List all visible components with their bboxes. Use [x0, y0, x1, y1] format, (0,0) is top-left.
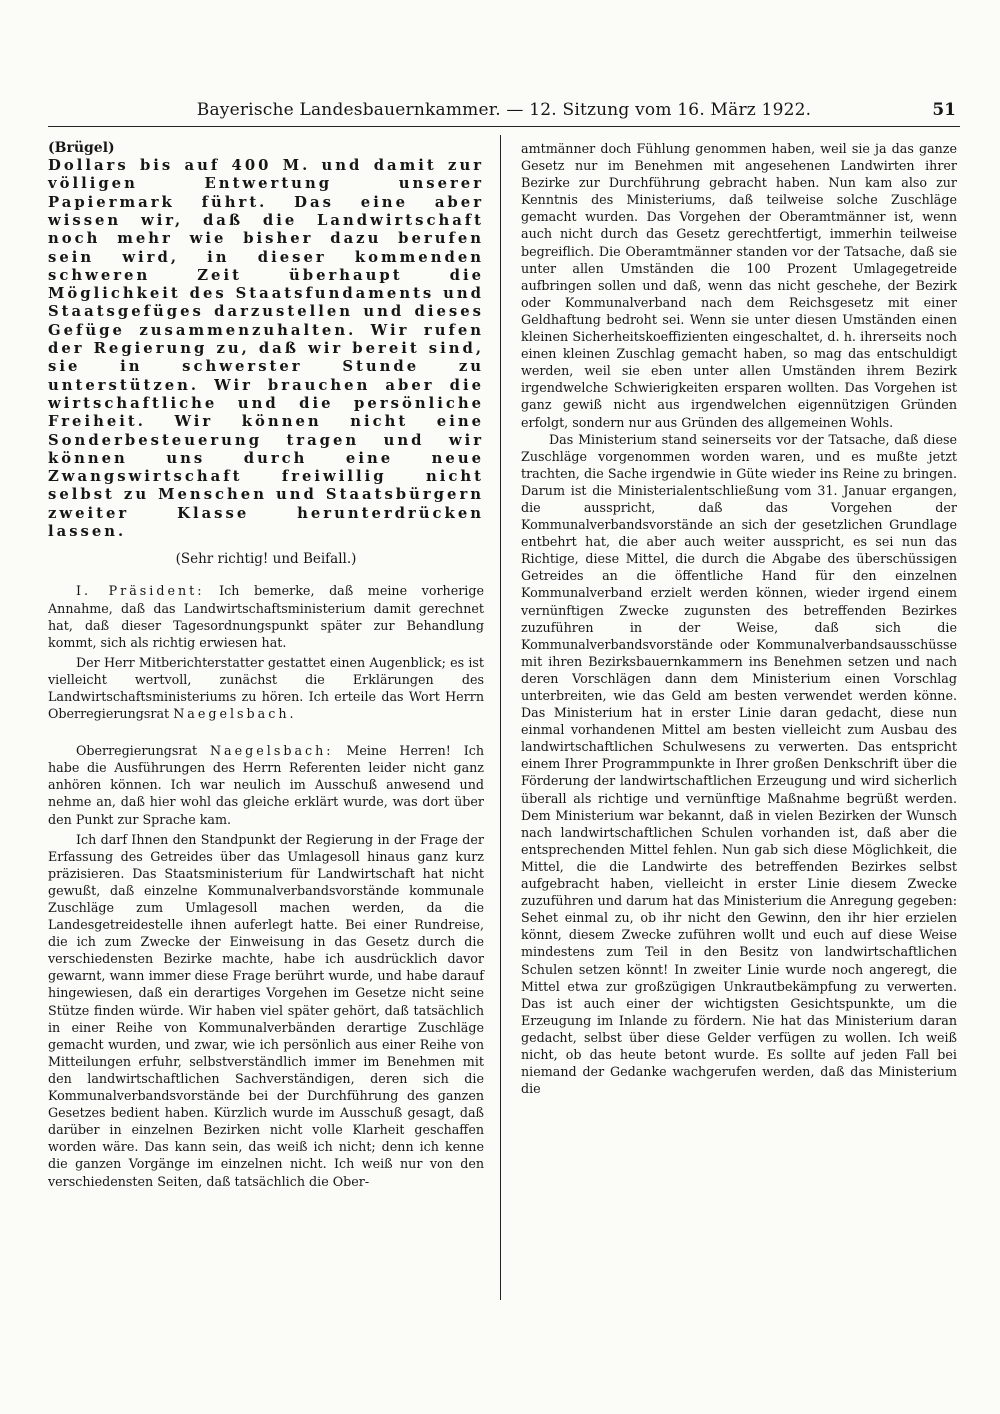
official-text: Meine Herren! Ich habe die Ausführungen des Herrn Referenten leider nicht ganz anhören können. Ich war neulich im Ausschuß anwesend und nehme an, daß hier wohl das gleiche erklärt wurde, was dort über den Punkt zur Sprache kam. [48, 743, 484, 827]
speaker-tag: (Brügel) [48, 140, 115, 156]
president-label: I. Präsident: [76, 583, 205, 599]
president-text: Ich bemerke, daß meine vorherige Annahme, daß das Landwirtschaftsministerium damit gerechnet hat, daß dieser Tagesordnungspunkt später zur Behandlung kommt, sich als richtig erwiesen hat. [48, 583, 484, 650]
president-remark-2 [48, 654, 484, 722]
official-statement-2: Ich darf Ihnen den Standpunkt der Regierung in der Frage der Erfassung des Getreides über das Umlagesoll hinaus ganz kurz präzisieren. Das Staatsministerium für Landwirtschaft hat nicht gewußt, daß einzelne Kommunalverbandsvorstände kommunale Zuschläge zum Umlagesoll machen werden, da die Landesgetreidestelle ihnen auferlegt hatte. Bei einer Rundreise, die ich zum Zwecke der Einweisung in das Gesetz durch die verschiedensten Bezirke machte, habe ich ausdrücklich davor gewarnt, wann immer diese Frage berührt wurde, und habe darauf hingewiesen, daß ein derartiges Vorgehen im Gesetze nicht seine Stütze finden würde. Wir haben viel später gehört, daß tatsächlich in einer Reihe von Kommunalverbänden derartige Zuschläge gemacht wurden, und zwar, wie ich persönlich aus einer Reihe von Mitteilungen erfuhr, selbstverständlich immer im Benehmen mit den landwirtschaftlichen Sachverständigen, deren sich die Kommunalverbandsvorstände bei der Durchführung des ganzen Gesetzes bedient haben. Kürzlich wurde im Ausschuß gesagt, daß darüber in einzelnen Bezirken nicht volle Klarheit geschaffen worden wäre. Das kann sein, das weiß ich nicht; denn ich kenne die ganzen Vorgänge im einzelnen nicht. Ich weiß nur von den verschiedensten Seiten, daß tatsächlich die Ober- [48, 831, 484, 1189]
president-text-2: Der Herr Mitberichterstatter gestattet einen Augenblick; es ist vielleicht wertvoll, zunächst die Erklärungen des Landwirtschaftsministeriums zu hören. Ich erteile das Wort Herrn Oberregierungsrat [48, 654, 484, 722]
president-name: Naegelsbach. [173, 706, 297, 722]
official-statement [48, 742, 484, 827]
official-name: Naegelsbach: [209, 743, 334, 759]
right-paragraph-1: amtmänner doch Fühlung genommen haben, weil sie ja das ganze Gesetz nur im Benehmen mit angesehenen Landwirten ihrer Bezirke zur Durchführung gebracht haben. Nun kam also zur Kenntnis des Ministeriums, daß teilweise solche Zuschläge gemacht wurden. Das Vorgehen der Oberamtmänner ist, wenn auch nicht durch das Gesetz gerechtfertigt, immerhin teilweise begreiflich. Die Oberamtmänner standen vor der Tatsache, daß sie unter allen Umständen die 100 Prozent Umlagegetreide aufbringen sollen und daß, wenn das nicht geschehe, der Bezirk oder Kommunalverband nach dem Reichsgesetz mit einer Geldhaftung bedroht sei. Wenn sie unter diesen Umständen einen kleinen Sicherheitskoeffizienten eingeschaltet, d. h. ihrerseits noch einen kleinen Zuschlag gemacht haben, so mag das entschuldigt werden, weil sie eben unter allen Umständen ihrem Bezirk irgendwelche Schwierigkeiten ersparen wollten. Das Vorgehen ist ganz gewiß nicht aus irgendwelchen eigennützigen Gründen erfolgt, sondern nur aus Gründen des allgemeinen Wohls. [521, 141, 957, 430]
right-paragraph-2: Das Ministerium stand seinerseits vor der Tatsache, daß diese Zuschläge vorgenommen worden waren, und es mußte jetzt trachten, die Sache irgendwie in Güte wieder ins Reine zu bringen. Darum ist die Ministerialentschließung vom 31. Januar ergangen, die ausspricht, daß das Vorgehen der Kommunalverbandsvorstände an sich der gesetzlichen Grundlage entbehrt hat, die aber auch weiter ausspricht, es sei nun das Richtige, diese Mittel, die durch die Abgabe des überschüssigen Getreides an die öffentliche Hand für den einzelnen Kommunalverband erzielt werden können, wieder irgend einem vernünftigen Zwecke zugunsten des betreffenden Bezirkes zuzuführen in der Weise, daß sich die Kommunalverbandsvorstände oder Kommunalverbandsausschüsse mit ihren Bezirksbauernkammern ins Benehmen setzen und nach deren Vorschlägen dann dem Ministerium einen Vorschlag unterbreiten, wie das Geld am besten verwendet werden könne. Das Ministerium hat in erster Linie daran gedacht, diese nun einmal vorhandenen Mittel am besten vielleicht zum Ausbau des landwirtschaftlichen Schulwesens zu verwerten. Das entspricht einem Ihrer Programmpunkte in Ihrer großen Denkschrift über die Förderung der landwirtschaftlichen Erzeugung und wird sicherlich überall als richtige und vernünftige Maßnahme begrüßt werden. Dem Ministerium war bekannt, daß in vielen Bezirken der Wunsch nach landwirtschaftlichen Schulen vorhanden ist, daß aber die entsprechenden Mittel fehlen. Nun gab sich diese Möglichkeit, die Mittel, die die Landwirte des betreffenden Bezirkes selbst aufgebracht haben, vielleicht in erster Linie diesem Zwecke zuzuführen und darum hat das Ministerium die Anregung gegeben: Sehet einmal zu, ob ihr nicht den Gewinn, den ihr hier erzielen könnt, diesem Zwecke zuführen wollt und euch auf diese Weise mindestens zum Teil in den Besitz von landwirtschaftlichen Schulen setzen könnt! In zweiter Linie wurde noch angeregt, die Mittel etwa zur großzügigen Unkrautbekämpfung zu verwerten. Das ist auch einer der wichtigsten Gesichtspunkte, um die Erzeugung im Inlande zu fördern. Nie hat das Ministerium daran gedacht, selbst über diese Gelder verfügen zu wollen. Ich weiß nicht, ob das heute betont wurde. Es sollte auf jeden Fall bei niemand der Gedanke wachgerufen werden, daß das Ministerium die [521, 431, 957, 1097]
official-label: Oberregierungsrat [76, 743, 198, 759]
applause-note: (Sehr richtig! und Beifall.) [175, 551, 357, 568]
header-title: Bayerische Landesbauernkammer. — 12. Sitzung vom 16. März 1922. [196, 100, 812, 120]
page-header [48, 100, 960, 126]
page-number: 51 [932, 100, 956, 120]
column-divider [500, 135, 501, 1300]
emphasized-passage: Dollars bis auf 400 M. und damit zur völligen Entwertung unserer Papiermark führt. Das eine aber wissen wir, daß die Landwirtschaft noch mehr wie bisher dazu berufen sein wird, in dieser kommenden schweren Zeit überhaupt die Möglichkeit des Staatsfundaments und Staatsgefüges darzustellen und dieses Gefüge zusammenzuhalten. Wir rufen der Regierung zu, daß wir bereit sind, sie in schwerster Stunde zu unterstützen. Wir brauchen aber die wirtschaftliche und die persönliche Freiheit. Wir können nicht eine Sonderbesteuerung tragen und wir können uns durch eine neue Zwangswirtschaft freiwillig nicht selbst zu Menschen und Staatsbürgern zweiter Klasse herunterdrücken lassen. [48, 157, 484, 541]
right-column [521, 140, 957, 1097]
header-rule [48, 126, 960, 127]
left-column [48, 140, 484, 1190]
president-remark [48, 582, 484, 650]
